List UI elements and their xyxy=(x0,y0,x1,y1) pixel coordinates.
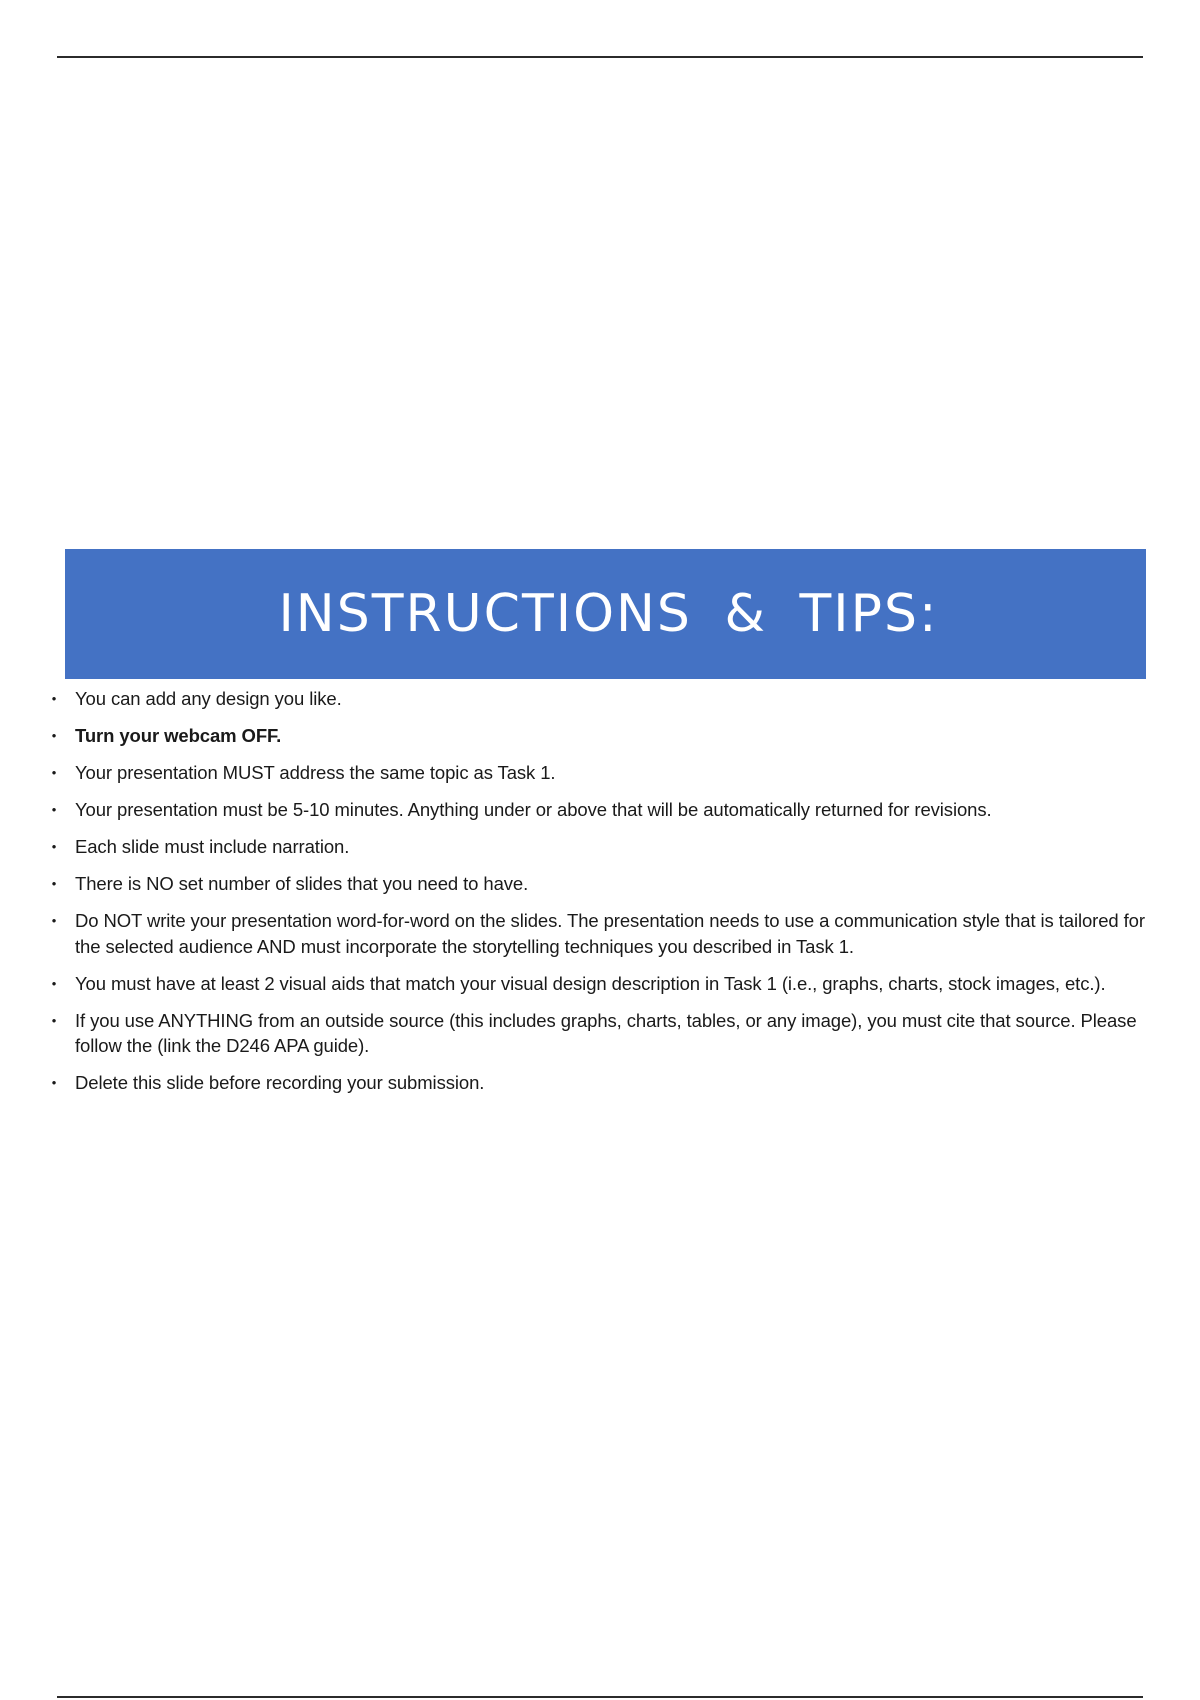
bottom-rule xyxy=(57,1696,1143,1698)
list-item xyxy=(48,1070,1148,1096)
list-item xyxy=(48,1008,1148,1059)
instructions-banner xyxy=(65,549,1146,679)
bullet-icon: • xyxy=(51,1012,57,1028)
tip-text: You can add any design you like. xyxy=(75,688,342,709)
bullet-icon: • xyxy=(51,876,57,891)
bullet-icon: • xyxy=(51,975,57,991)
bullet-icon: • xyxy=(51,913,57,928)
tip-text: If you use ANYTHING from an outside source (this includes graphs, charts, tables, or any image), you must cite that source. Please follow the (link the D246 APA guide). xyxy=(75,1009,1137,1056)
bullet-icon: • xyxy=(51,765,57,780)
list-item xyxy=(48,760,1148,786)
list-item xyxy=(48,871,1148,897)
tip-text: Each slide must include narration. xyxy=(75,836,350,857)
bullet-icon: • xyxy=(51,1075,57,1090)
banner-title: INSTRUCTIONS & TIPS: xyxy=(278,584,939,644)
tip-text: Do NOT write your presentation word-for-word on the slides. The presentation needs to use a communication style that is tailored for the selected audience AND must incorporate the storytelling techniques you described in Task 1. xyxy=(75,910,1145,957)
list-item xyxy=(48,908,1148,959)
bullet-icon: • xyxy=(51,839,57,854)
tip-text: Turn your webcam OFF. xyxy=(75,725,282,746)
list-item xyxy=(48,686,1148,712)
list-item xyxy=(48,971,1148,997)
list-item xyxy=(48,723,1148,749)
tip-text: Your presentation must be 5-10 minutes. Anything under or above that will be automatically returned for revisions. xyxy=(75,799,992,820)
tip-text: You must have at least 2 visual aids that match your visual design description in Task 1 (i.e., graphs, charts, stock images, etc.). xyxy=(75,972,1106,994)
list-item xyxy=(48,834,1148,860)
bullet-icon: • xyxy=(51,691,57,706)
list-item xyxy=(48,797,1148,823)
tip-text: There is NO set number of slides that you need to have. xyxy=(75,873,529,894)
top-rule xyxy=(57,56,1143,58)
tip-text: Your presentation MUST address the same topic as Task 1. xyxy=(75,762,556,783)
bullet-icon: • xyxy=(51,802,57,817)
tip-text: Delete this slide before recording your submission. xyxy=(75,1072,485,1093)
tips-list xyxy=(48,686,1148,1107)
bullet-icon: • xyxy=(51,728,57,743)
